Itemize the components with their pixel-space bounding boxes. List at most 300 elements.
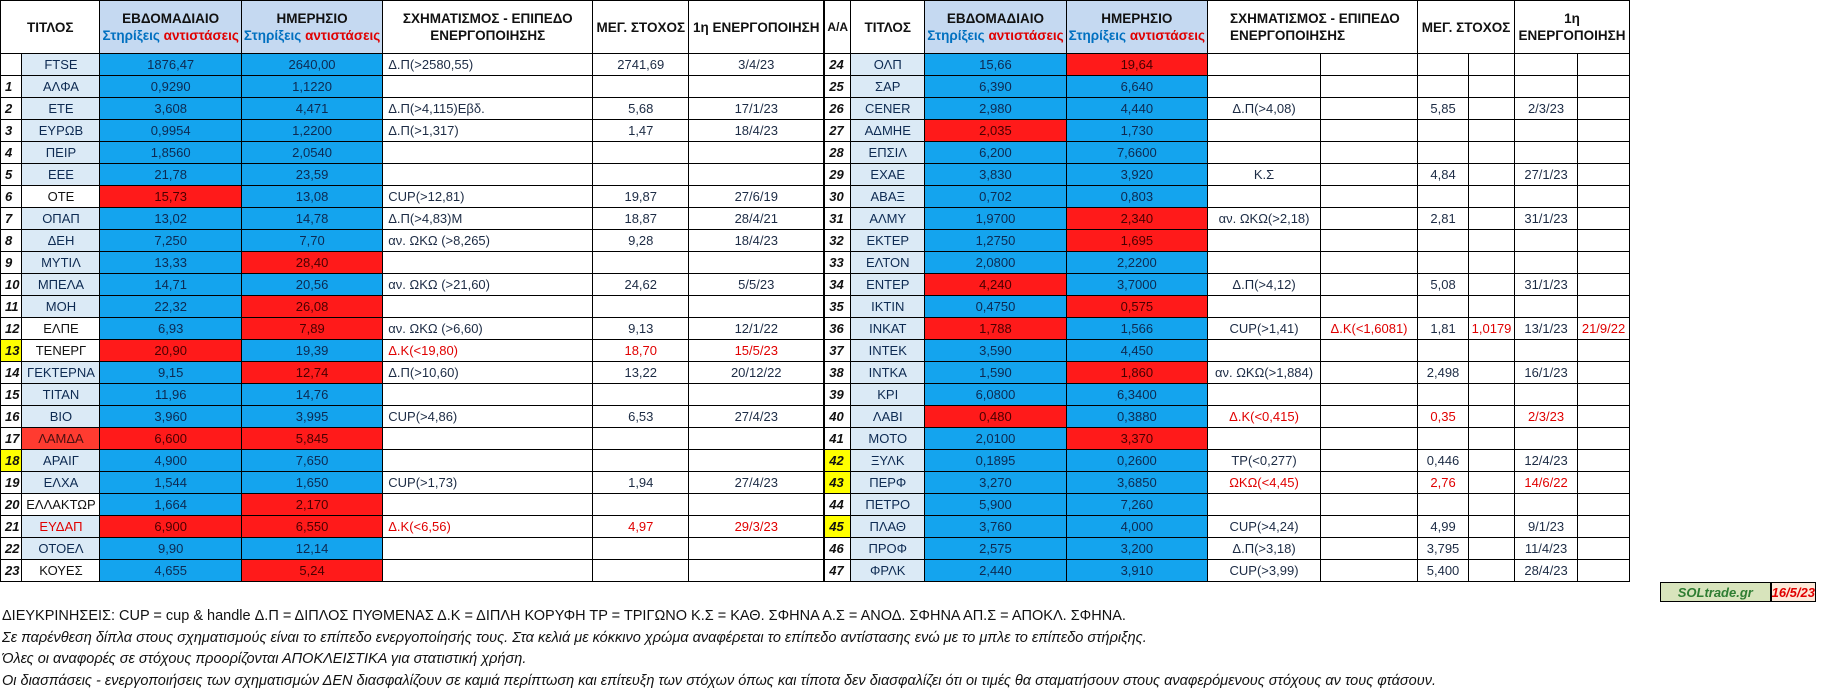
pattern-cell [1208,120,1321,142]
ticker-cell[interactable]: ΕΛΤΟΝ [851,252,925,274]
daily-level: 5,24 [241,560,382,582]
daily-level: 2,170 [241,494,382,516]
table-row [1,120,824,142]
pattern-cell-2 [1321,538,1418,560]
pattern-cell [383,560,593,582]
pattern-cell-2 [1321,450,1418,472]
target-cell [1418,120,1469,142]
header-weekly-label: ΕΒΔΟΜΑΔΙΑΙΟ [946,11,1044,26]
weekly-level: 3,760 [925,516,1066,538]
activation-cell: 3/4/23 [689,54,824,76]
target-cell [593,494,689,516]
pattern-cell [1208,76,1321,98]
daily-level: 19,64 [1066,54,1207,76]
activation-cell: 15/5/23 [689,340,824,362]
ticker-cell[interactable]: ΕΝΤΕΡ [851,274,925,296]
ticker-cell[interactable]: ΕΠΣΙΛ [851,142,925,164]
row-index: 36 [825,318,851,340]
table-row [1,186,824,208]
daily-level: 3,910 [1066,560,1207,582]
ticker-cell[interactable]: ΕΛΛΑΚΤΩΡ [22,494,100,516]
ticker-cell[interactable]: ΙΝΤΕΚ [851,340,925,362]
pattern-cell-2 [1321,142,1418,164]
target-cell: 2,76 [1418,472,1469,494]
daily-level: 6,640 [1066,76,1207,98]
weekly-level: 1,590 [925,362,1066,384]
row-index: 20 [1,494,22,516]
ticker-cell[interactable]: ΑΒΑΞ [851,186,925,208]
ticker-cell[interactable]: ΜΠΕΛΑ [22,274,100,296]
daily-level: 6,3400 [1066,384,1207,406]
table-row [1,208,824,230]
row-index: 30 [825,186,851,208]
pattern-cell [383,494,593,516]
weekly-level: 1,788 [925,318,1066,340]
daily-level: 7,6600 [1066,142,1207,164]
row-index: 28 [825,142,851,164]
activation-cell-2: 21/9/22 [1578,318,1630,340]
target-cell-2 [1469,76,1515,98]
target-cell [1418,296,1469,318]
ticker-cell[interactable]: ΜΟΗ [22,296,100,318]
activation-cell: 14/6/22 [1515,472,1578,494]
pattern-cell: αν. ΩΚΩ(>2,18) [1208,208,1321,230]
activation-cell: 27/4/23 [689,472,824,494]
header-title: ΤΙΤΛΟΣ [851,1,925,54]
target-cell [593,164,689,186]
pattern-cell-2 [1321,472,1418,494]
row-index: 4 [1,142,22,164]
pattern-cell: CUP(>4,24) [1208,516,1321,538]
table-row [825,340,1630,362]
pattern-cell-2 [1321,230,1418,252]
daily-level: 20,56 [241,274,382,296]
ticker-cell[interactable]: ΟΤΕ [22,186,100,208]
activation-cell-2 [1578,428,1630,450]
pattern-cell: CUP(>4,86) [383,406,593,428]
activation-cell: 28/4/23 [1515,560,1578,582]
target-cell-2 [1469,120,1515,142]
row-index: 1 [1,76,22,98]
weekly-level: 6,93 [100,318,241,340]
ticker-cell[interactable]: ΜΥΤΙΛ [22,252,100,274]
activation-cell: 12/1/22 [689,318,824,340]
target-cell [593,450,689,472]
activation-cell [1515,252,1578,274]
target-cell-2 [1469,538,1515,560]
target-cell: 4,84 [1418,164,1469,186]
row-index [1,54,22,76]
pattern-cell-2 [1321,208,1418,230]
target-cell: 1,81 [1418,318,1469,340]
table-row [825,362,1630,384]
ticker-cell[interactable]: ΑΔΜΗΕ [851,120,925,142]
activation-cell-2 [1578,362,1630,384]
table-row [1,428,824,450]
daily-level: 7,260 [1066,494,1207,516]
header-target: ΜΕΓ. ΣΤΟΧΟΣ [593,1,689,54]
target-cell-2 [1469,560,1515,582]
table-row [825,252,1630,274]
weekly-level: 3,590 [925,340,1066,362]
row-index: 14 [1,362,22,384]
table-row [825,318,1630,340]
activation-cell [1515,120,1578,142]
activation-cell: 27/4/23 [689,406,824,428]
daily-level: 3,370 [1066,428,1207,450]
table-row [825,450,1630,472]
weekly-level: 2,035 [925,120,1066,142]
daily-level: 2,2200 [1066,252,1207,274]
table-row [825,208,1630,230]
activation-cell-2 [1578,76,1630,98]
target-cell-2 [1469,428,1515,450]
weekly-level: 1,664 [100,494,241,516]
table-row [825,164,1630,186]
table-row [1,318,824,340]
target-cell [593,560,689,582]
target-cell: 9,13 [593,318,689,340]
pattern-cell [383,164,593,186]
ticker-cell[interactable]: ΟΛΠ [851,54,925,76]
header-target: ΜΕΓ. ΣΤΟΧΟΣ [1418,1,1515,54]
ticker-cell[interactable]: ΕΕΕ [22,164,100,186]
activation-cell: 13/1/23 [1515,318,1578,340]
weekly-level: 9,15 [100,362,241,384]
target-cell-2 [1469,384,1515,406]
ticker-cell[interactable]: ΑΛΦΑ [22,76,100,98]
ticker-cell[interactable]: ΕΚΤΕΡ [851,230,925,252]
table-row [1,406,824,428]
ticker-cell[interactable]: ΠΕΤΡΟ [851,494,925,516]
weekly-level: 0,4750 [925,296,1066,318]
activation-cell [689,538,824,560]
activation-cell: 28/4/21 [689,208,824,230]
activation-cell: 31/1/23 [1515,274,1578,296]
activation-cell-2 [1578,186,1630,208]
pattern-cell-2 [1321,274,1418,296]
activation-cell [689,428,824,450]
weekly-level: 6,200 [925,142,1066,164]
pattern-cell: CUP(>1,41) [1208,318,1321,340]
daily-level: 0,575 [1066,296,1207,318]
row-index: 22 [1,538,22,560]
ticker-cell[interactable]: ΕΥΡΩΒ [22,120,100,142]
table-row [825,98,1630,120]
activation-cell [689,450,824,472]
header-activation: 1η ΕΝΕΡΓΟΠΟΙΗΣΗ [1515,1,1630,54]
daily-level: 2640,00 [241,54,382,76]
header-resistances: αντιστάσεις [1129,28,1206,43]
row-index: 32 [825,230,851,252]
target-cell-2 [1469,450,1515,472]
daily-level: 2,0540 [241,142,382,164]
ticker-cell[interactable]: FTSE [22,54,100,76]
footnotes [2,606,1436,692]
pattern-cell: Κ.Σ [1208,164,1321,186]
daily-level: 0,803 [1066,186,1207,208]
header-supports: Στηρίξεις [243,28,302,43]
daily-level: 19,39 [241,340,382,362]
pattern-cell: CUP(>1,73) [383,472,593,494]
target-cell-2 [1469,274,1515,296]
pattern-cell [383,76,593,98]
pattern-cell: Δ.Κ(<19,80) [383,340,593,362]
ticker-cell[interactable]: ΠΕΡΦ [851,472,925,494]
target-cell: 9,28 [593,230,689,252]
row-index: 19 [1,472,22,494]
pattern-cell: ΤΡ(<0,277) [1208,450,1321,472]
pattern-cell-2 [1321,494,1418,516]
activation-cell-2 [1578,208,1630,230]
ticker-cell[interactable]: ΟΠΑΠ [22,208,100,230]
activation-cell: 27/1/23 [1515,164,1578,186]
target-cell: 1,94 [593,472,689,494]
daily-level: 0,2600 [1066,450,1207,472]
ticker-cell[interactable]: ΠΛΑΘ [851,516,925,538]
daily-level: 1,1220 [241,76,382,98]
activation-cell-2 [1578,296,1630,318]
table-row [825,494,1630,516]
brand-box [1660,582,1816,602]
table-row [1,494,824,516]
activation-cell-2 [1578,516,1630,538]
target-cell-2 [1469,54,1515,76]
target-cell: 4,99 [1418,516,1469,538]
weekly-level: 0,9290 [100,76,241,98]
target-cell: 24,62 [593,274,689,296]
activation-cell [689,252,824,274]
weekly-level: 13,33 [100,252,241,274]
row-index: 15 [1,384,22,406]
target-cell: 18,70 [593,340,689,362]
row-index: 16 [1,406,22,428]
pattern-cell [1208,186,1321,208]
activation-cell-2 [1578,164,1630,186]
table-row [825,560,1630,582]
target-cell: 3,795 [1418,538,1469,560]
target-cell [1418,142,1469,164]
table-row [1,362,824,384]
weekly-level: 6,900 [100,516,241,538]
target-cell [1418,428,1469,450]
daily-level: 14,76 [241,384,382,406]
weekly-level: 4,240 [925,274,1066,296]
pattern-cell: Δ.Π(>4,115)Εβδ. [383,98,593,120]
row-index: 17 [1,428,22,450]
ticker-cell[interactable]: ΑΛΜΥ [851,208,925,230]
activation-cell: 2/3/23 [1515,98,1578,120]
ticker-cell[interactable]: ΦΡΛΚ [851,560,925,582]
daily-level: 12,14 [241,538,382,560]
pattern-cell [383,428,593,450]
weekly-level: 1,2750 [925,230,1066,252]
daily-level: 14,78 [241,208,382,230]
weekly-level: 2,0800 [925,252,1066,274]
activation-cell: 16/1/23 [1515,362,1578,384]
activation-cell: 20/12/22 [689,362,824,384]
row-index: 27 [825,120,851,142]
ticker-cell[interactable]: ΒΙΟ [22,406,100,428]
ticker-cell[interactable]: ΕΛΠΕ [22,318,100,340]
daily-level: 3,7000 [1066,274,1207,296]
target-cell: 13,22 [593,362,689,384]
pattern-cell: αν. ΩΚΩ (>8,265) [383,230,593,252]
daily-level: 7,70 [241,230,382,252]
pattern-cell: αν. ΩΚΩ (>21,60) [383,274,593,296]
activation-cell: 11/4/23 [1515,538,1578,560]
ticker-cell[interactable]: ΔΕΗ [22,230,100,252]
row-index: 43 [825,472,851,494]
ticker-cell[interactable]: CENER [851,98,925,120]
ticker-cell[interactable]: ΞΥΛΚ [851,450,925,472]
table-row [825,516,1630,538]
target-cell-2 [1469,494,1515,516]
table-row [825,186,1630,208]
table-row [1,274,824,296]
weekly-level: 2,575 [925,538,1066,560]
row-index: 33 [825,252,851,274]
target-cell-2 [1469,164,1515,186]
table-row [1,54,824,76]
activation-cell-2 [1578,230,1630,252]
weekly-level: 21,78 [100,164,241,186]
pattern-cell-2 [1321,516,1418,538]
row-index: 9 [1,252,22,274]
table-row [825,296,1630,318]
target-cell-2 [1469,296,1515,318]
target-cell [593,252,689,274]
activation-cell [689,164,824,186]
pattern-cell-2 [1321,186,1418,208]
row-index: 8 [1,230,22,252]
activation-cell-2 [1578,406,1630,428]
activation-cell-2 [1578,560,1630,582]
activation-cell-2 [1578,472,1630,494]
row-index: 31 [825,208,851,230]
daily-level: 13,08 [241,186,382,208]
table-row [1,472,824,494]
ticker-cell[interactable]: ΓΕΚΤΕΡΝΑ [22,362,100,384]
row-index: 35 [825,296,851,318]
pattern-cell-2 [1321,164,1418,186]
table-row [825,230,1630,252]
target-cell: 2,81 [1418,208,1469,230]
ticker-cell[interactable]: ΠΡΟΦ [851,538,925,560]
table-row [825,54,1630,76]
weekly-level: 4,655 [100,560,241,582]
target-cell-2 [1469,142,1515,164]
ticker-cell[interactable]: ΙΚΤΙΝ [851,296,925,318]
weekly-level: 1,544 [100,472,241,494]
weekly-level: 9,90 [100,538,241,560]
ticker-cell[interactable]: ΕΧΑΕ [851,164,925,186]
row-index: 46 [825,538,851,560]
pattern-cell-2 [1321,120,1418,142]
ticker-cell[interactable]: ΤΙΤΑΝ [22,384,100,406]
ticker-cell[interactable]: ΠΕΙΡ [22,142,100,164]
pattern-cell [1208,296,1321,318]
activation-cell: 31/1/23 [1515,208,1578,230]
activation-cell [1515,230,1578,252]
ticker-cell[interactable]: ΟΤΟΕΛ [22,538,100,560]
table-row [1,98,824,120]
header-resistances: αντιστάσεις [988,28,1064,43]
ticker-cell[interactable]: ΛΑΒΙ [851,406,925,428]
pattern-cell: Δ.Π(>10,60) [383,362,593,384]
ticker-cell[interactable]: ΣΑΡ [851,76,925,98]
row-index: 45 [825,516,851,538]
brand-label: SOLtrade.gr [1660,582,1771,602]
activation-cell: 27/6/19 [689,186,824,208]
activation-cell: 5/5/23 [689,274,824,296]
activation-cell [689,494,824,516]
weekly-level: 0,702 [925,186,1066,208]
table-row [825,142,1630,164]
ticker-cell[interactable]: ΙΝΚΑΤ [851,318,925,340]
activation-cell: 2/3/23 [1515,406,1578,428]
ticker-cell[interactable]: ΜΟΤΟ [851,428,925,450]
target-cell-2 [1469,208,1515,230]
target-cell-2 [1469,362,1515,384]
row-index: 18 [1,450,22,472]
table-row [825,384,1630,406]
activation-cell [689,142,824,164]
table-row [1,164,824,186]
ticker-cell[interactable]: ΙΝΤΚΑ [851,362,925,384]
ticker-cell[interactable]: ΕΤΕ [22,98,100,120]
weekly-level: 14,71 [100,274,241,296]
header-supports: Στηρίξεις [1068,28,1127,43]
ticker-cell[interactable]: ΚΟΥΕΣ [22,560,100,582]
pattern-cell: CUP(>12,81) [383,186,593,208]
weekly-level: 5,900 [925,494,1066,516]
header-pattern: ΣΧΗΜΑΤΙΣΜΟΣ - ΕΠΙΠΕΔΟ ΕΝΕΡΓΟΠΟΙΗΣΗΣ [383,1,593,54]
ticker-cell[interactable]: ΚΡΙ [851,384,925,406]
row-index: 21 [1,516,22,538]
ticker-cell[interactable]: ΑΡΑΙΓ [22,450,100,472]
daily-level: 28,40 [241,252,382,274]
ticker-cell[interactable]: ΤΕΝΕΡΓ [22,340,100,362]
activation-cell-2 [1578,54,1630,76]
ticker-cell[interactable]: ΕΛΧΑ [22,472,100,494]
weekly-level: 6,600 [100,428,241,450]
ticker-cell[interactable]: ΕΥΔΑΠ [22,516,100,538]
daily-level: 1,730 [1066,120,1207,142]
pattern-cell [1208,494,1321,516]
target-cell [1418,54,1469,76]
ticker-cell[interactable]: ΛΑΜΔΑ [22,428,100,450]
activation-cell [1515,340,1578,362]
note-targets: Όλες οι αναφορές σε στόχους προορίζονται ΑΠΟΚΛΕΙΣΤΙΚΑ για στατιστική χρήση. [2,651,527,667]
daily-level: 23,59 [241,164,382,186]
weekly-level: 7,250 [100,230,241,252]
weekly-level: 22,32 [100,296,241,318]
activation-cell-2 [1578,98,1630,120]
weekly-level: 0,480 [925,406,1066,428]
row-index: 25 [825,76,851,98]
target-cell: 5,85 [1418,98,1469,120]
pattern-cell-2 [1321,560,1418,582]
weekly-level: 2,0100 [925,428,1066,450]
activation-cell-2 [1578,120,1630,142]
table-row [1,384,824,406]
daily-level: 3,920 [1066,164,1207,186]
daily-level: 6,550 [241,516,382,538]
row-index: 37 [825,340,851,362]
row-index: 40 [825,406,851,428]
pattern-cell [383,450,593,472]
